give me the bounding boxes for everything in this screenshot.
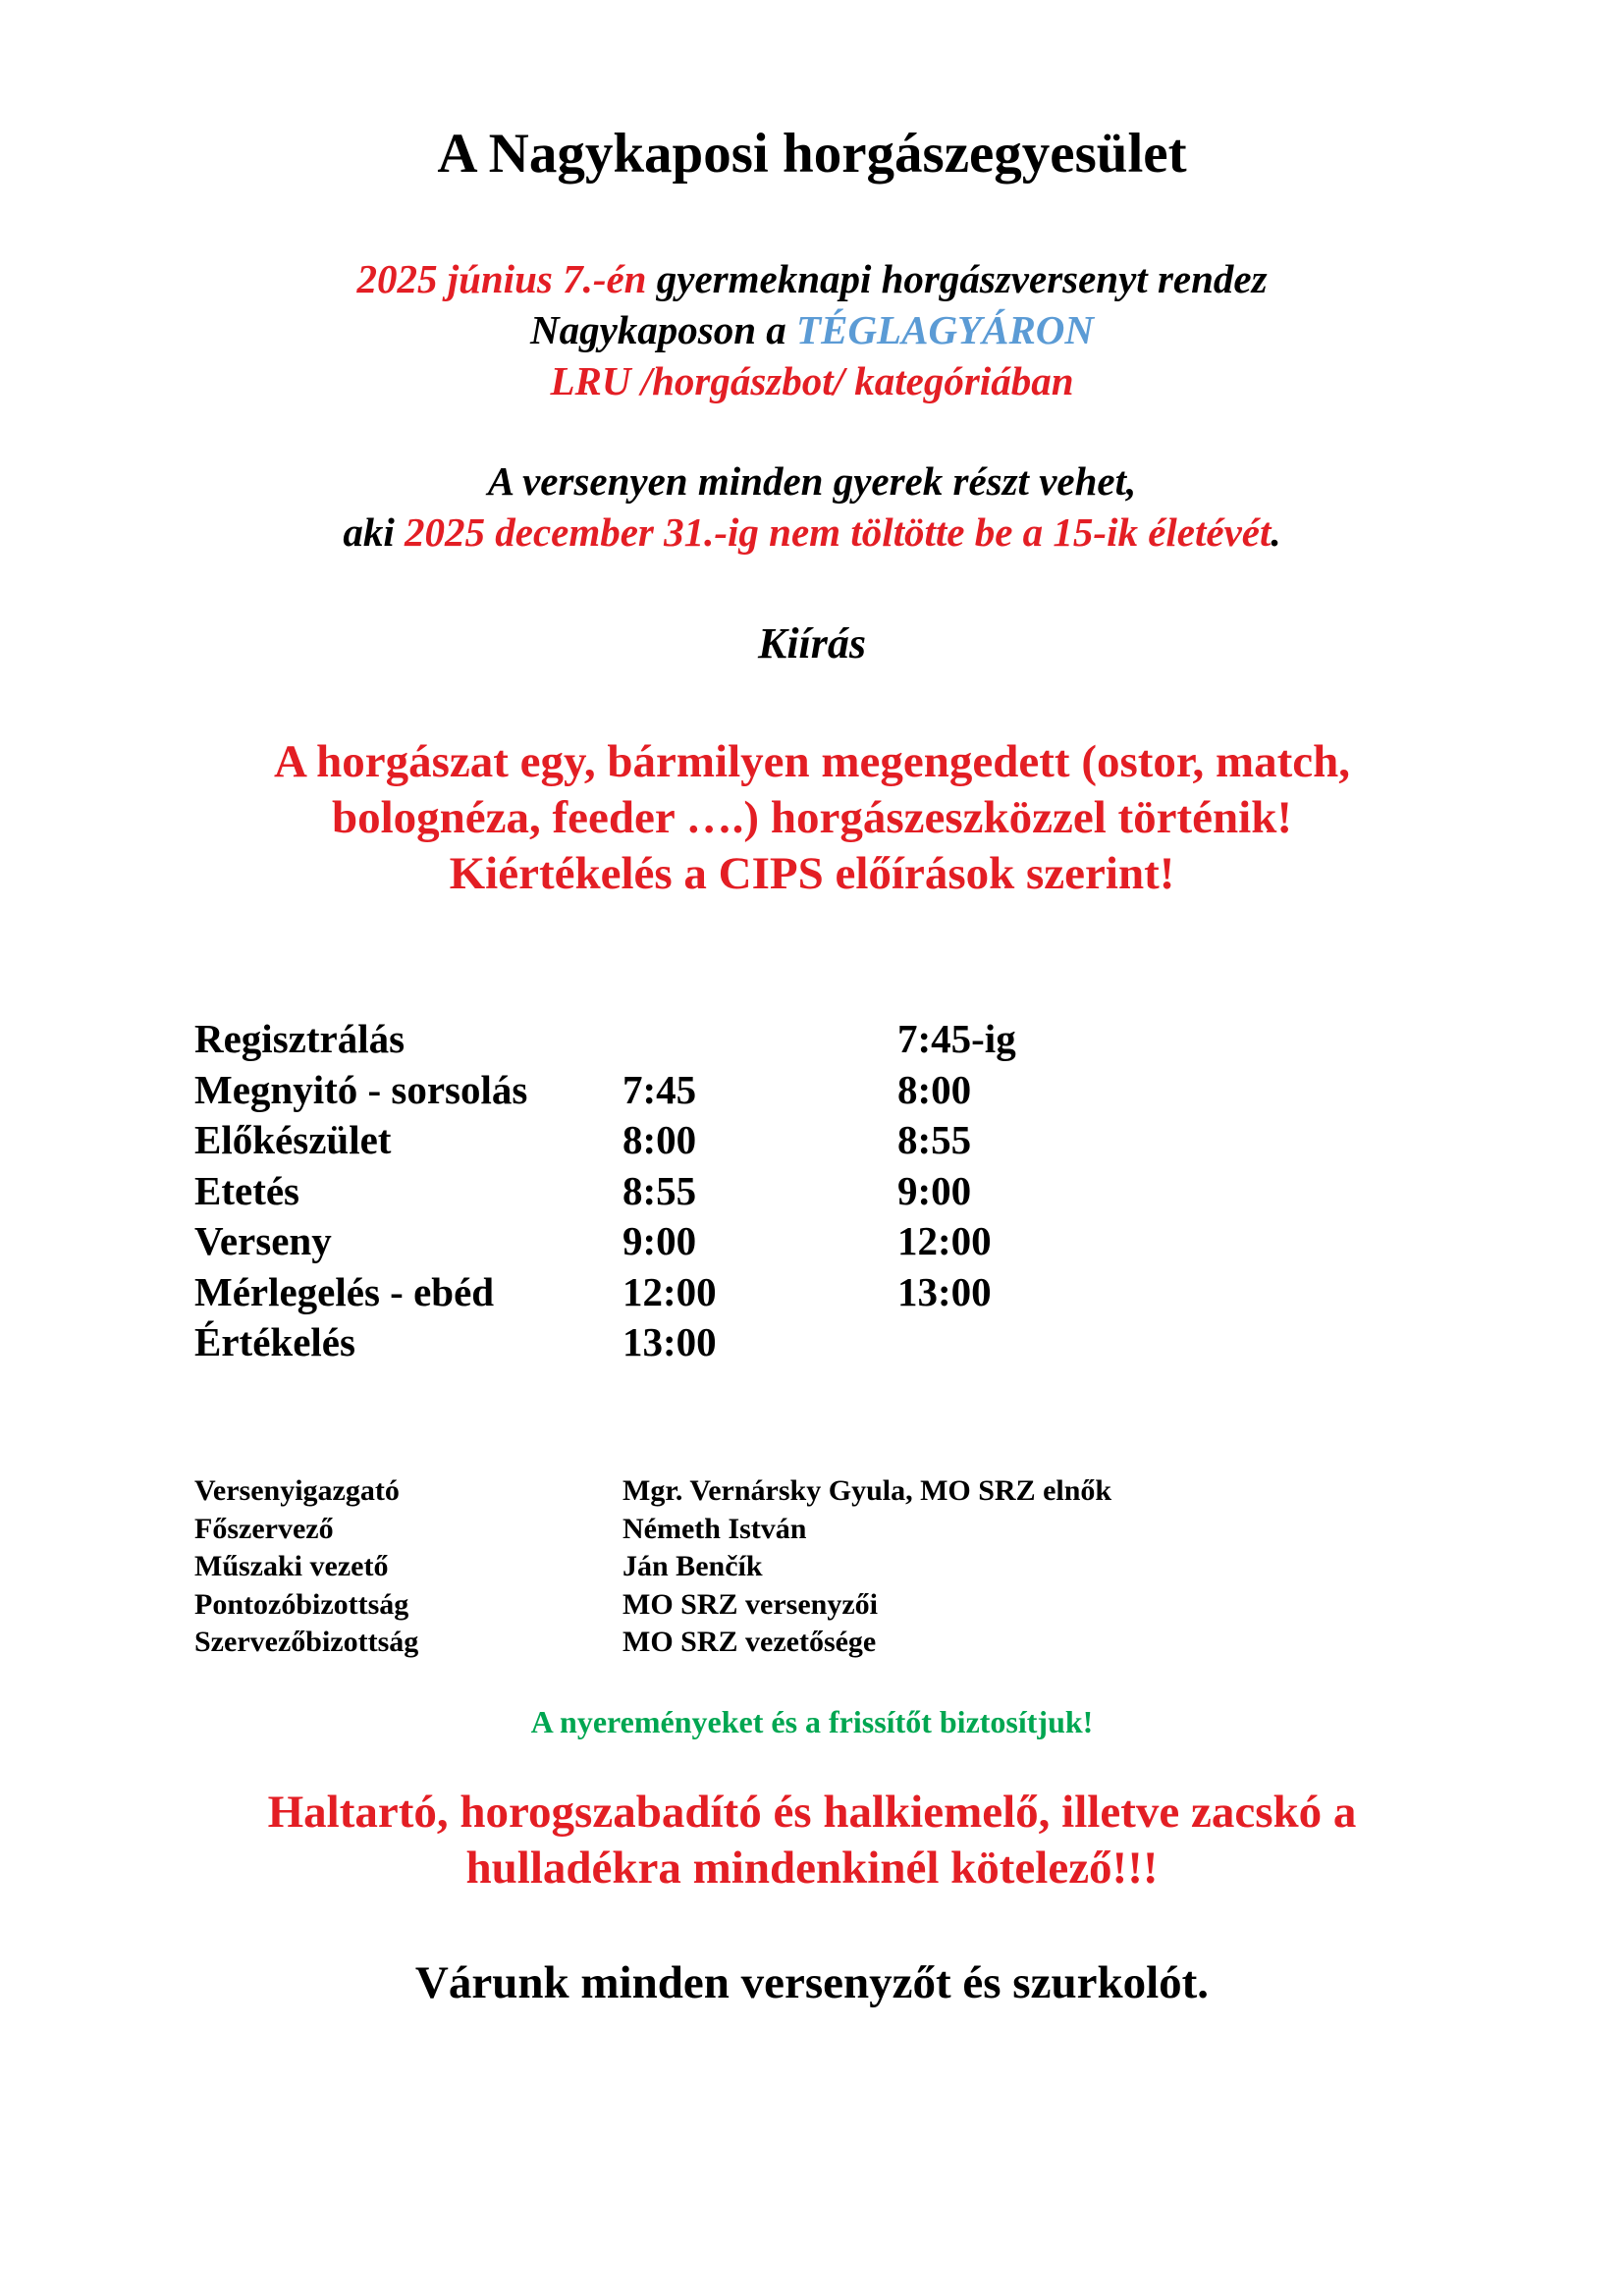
eligibility-suffix: .: [1271, 509, 1281, 555]
staff-row: [194, 1472, 1274, 1511]
schedule-event: Verseny: [194, 1218, 332, 1263]
intro-line-1-rest: gyermeknapi horgászversenyt rendez: [646, 256, 1268, 301]
staff-name: MO SRZ versenyzői: [623, 1587, 878, 1621]
schedule-row: [194, 1166, 1078, 1217]
schedule-event: Előkészület: [194, 1117, 392, 1162]
rules-line-1: A horgászat egy, bármilyen megengedett (ostor, match,: [273, 736, 1351, 787]
schedule-row: [194, 1115, 1078, 1166]
schedule-end: 12:00: [897, 1218, 992, 1263]
schedule-end: 8:00: [897, 1066, 972, 1112]
page-title: A Nagykaposi horgászegyesület: [437, 123, 1187, 185]
fishing-rules: [0, 734, 1624, 902]
welcome-message: Várunk minden versenyzőt és szurkolót.: [414, 1957, 1210, 2008]
prizes-note: A nyereményeket és a frissítőt biztosítjuk!: [530, 1704, 1094, 1739]
staff-name: Ján Benčík: [623, 1550, 763, 1582]
mandatory-line-1: Haltartó, horogszabadító és halkiemelő, illetve zacskó a: [267, 1787, 1357, 1838]
staff-role: Műszaki vezető: [194, 1550, 389, 1582]
schedule-end: 8:55: [897, 1117, 972, 1162]
mandatory-equipment-note: [0, 1785, 1624, 1896]
schedule-start: 8:00: [623, 1117, 697, 1162]
staff-role: Szervezőbizottság: [194, 1626, 419, 1658]
event-location: TÉGLAGYÁRON: [796, 307, 1095, 352]
schedule-row: [194, 1014, 1078, 1065]
schedule-table: [194, 1014, 1078, 1368]
staff-role: Versenyigazgató: [194, 1474, 400, 1507]
event-date: 2025 június 7.-én: [356, 256, 647, 301]
schedule-event: Értékelés: [194, 1319, 355, 1364]
staff-name: MO SRZ vezetősége: [623, 1626, 877, 1658]
staff-role: Pontozóbizottság: [194, 1587, 409, 1621]
schedule-row: [194, 1317, 1078, 1368]
schedule-event: Etetés: [194, 1167, 300, 1213]
staff-role: Főszervező: [194, 1512, 334, 1545]
intro-line-2-prefix: Nagykaposon a: [529, 307, 797, 352]
section-heading-kiiras: Kiírás: [757, 619, 867, 667]
eligibility-note: [0, 455, 1624, 558]
schedule-end: 7:45-ig: [897, 1016, 1016, 1061]
staff-row: [194, 1586, 1274, 1625]
eligibility-age-limit: 2025 december 31.-ig nem töltötte be a 15-ik életévét: [405, 509, 1272, 555]
schedule-start: 13:00: [623, 1319, 717, 1364]
staff-row: [194, 1548, 1274, 1586]
mandatory-line-2: hulladékra mindenkinél kötelező!!!: [465, 1842, 1159, 1894]
schedule-row: [194, 1267, 1078, 1318]
schedule-end: 9:00: [897, 1167, 972, 1213]
event-category: LRU /horgászbot/ kategóriában: [550, 358, 1074, 403]
schedule-start: 8:55: [623, 1167, 697, 1213]
event-intro: [0, 253, 1624, 406]
schedule-start: 9:00: [623, 1218, 697, 1263]
staff-list: [194, 1472, 1274, 1662]
intro-line-2: [0, 304, 1624, 355]
schedule-row: [194, 1216, 1078, 1267]
schedule-row: [194, 1065, 1078, 1116]
eligibility-line-2: [0, 507, 1624, 558]
rules-line-3: Kiértékelés a CIPS előírások szerint!: [449, 848, 1175, 899]
staff-row: [194, 1624, 1274, 1662]
eligibility-line-1: A versenyen minden gyerek részt vehet,: [487, 458, 1137, 504]
staff-name: Mgr. Vernársky Gyula, MO SRZ elnők: [623, 1474, 1112, 1507]
schedule-event: Regisztrálás: [194, 1016, 406, 1061]
intro-line-1: [0, 253, 1624, 304]
eligibility-prefix: aki: [343, 509, 405, 555]
rules-line-2: bolognéza, feeder ….) horgászeszközzel történik!: [331, 792, 1293, 843]
schedule-end: 13:00: [897, 1268, 992, 1314]
staff-name: Németh István: [623, 1512, 807, 1545]
schedule-start: 12:00: [623, 1268, 717, 1314]
schedule-event: Megnyitó - sorsolás: [194, 1066, 528, 1112]
schedule-event: Mérlegelés - ebéd: [194, 1268, 495, 1314]
schedule-start: 7:45: [623, 1066, 697, 1112]
staff-row: [194, 1511, 1274, 1549]
